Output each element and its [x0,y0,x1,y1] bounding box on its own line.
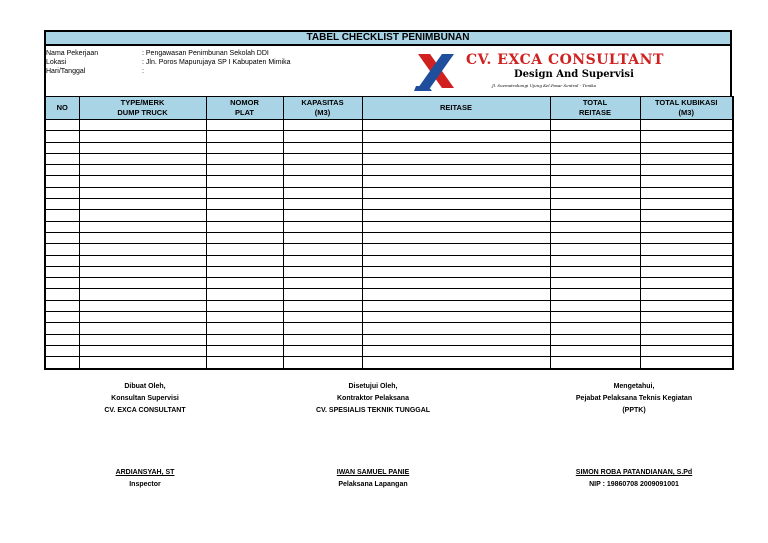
table-cell[interactable] [79,345,206,356]
table-cell[interactable] [640,244,733,255]
table-cell[interactable] [283,345,362,356]
table-cell[interactable] [45,187,79,198]
col-header-plate: NOMOR PLAT [206,97,283,120]
sig-role-line: Kontraktor Pelaksana [337,395,409,402]
table-cell[interactable] [206,300,283,311]
table-cell[interactable] [45,334,79,345]
sheet-title: TABEL CHECKLIST PENIMBUNAN [44,30,732,46]
sig-position: Inspector [129,481,161,488]
table-cell[interactable] [45,323,79,334]
table-cell[interactable] [45,289,79,300]
col-header-no: NO [45,97,79,120]
table-cell[interactable] [550,244,640,255]
table-cell[interactable] [283,278,362,289]
table-cell[interactable] [283,312,362,323]
table-cell[interactable] [45,357,79,369]
table-cell[interactable] [79,131,206,142]
col-header-type: TYPE/MERK DUMP TRUCK [79,97,206,120]
sig-role-line: Pejabat Pelaksana Teknis Kegiatan [575,395,693,402]
table-cell[interactable] [206,244,283,255]
table-cell[interactable] [283,165,362,176]
table-row [45,300,733,311]
table-cell[interactable] [283,153,362,164]
table-cell[interactable] [79,165,206,176]
table-row [45,131,733,142]
table-cell[interactable] [362,176,550,187]
table-cell[interactable] [45,199,79,210]
table-cell[interactable] [45,345,79,356]
table-cell[interactable] [362,300,550,311]
table-cell[interactable] [283,176,362,187]
table-cell[interactable] [206,266,283,277]
table-cell[interactable] [45,176,79,187]
table-cell[interactable] [206,120,283,131]
table-row [45,334,733,345]
table-cell[interactable] [640,345,733,356]
table-cell[interactable] [79,187,206,198]
table-cell[interactable] [640,131,733,142]
x-mark-icon [414,50,458,92]
sig-name: ARDIANSYAH, ST [115,469,175,476]
table-cell[interactable] [640,199,733,210]
table-cell[interactable] [550,210,640,221]
table-cell[interactable] [206,153,283,164]
table-cell[interactable] [283,357,362,369]
sig-role-line: Konsultan Supervisi [111,395,179,402]
table-cell[interactable] [640,312,733,323]
sig-heading: Mengetahui, [613,383,655,390]
table-cell[interactable] [640,255,733,266]
table-cell[interactable] [550,120,640,131]
table-row [45,345,733,356]
table-cell[interactable] [550,289,640,300]
table-cell[interactable] [283,120,362,131]
sig-heading: Dibuat Oleh, [124,383,166,390]
table-cell[interactable] [45,210,79,221]
table-cell[interactable] [640,334,733,345]
table-cell[interactable] [362,334,550,345]
table-row [45,312,733,323]
table-cell[interactable] [362,323,550,334]
table-cell[interactable] [550,131,640,142]
table-cell[interactable] [45,120,79,131]
info-row-date [46,67,144,76]
table-cell[interactable] [79,300,206,311]
table-cell[interactable] [206,289,283,300]
info-label: Lokasi [46,59,67,66]
table-cell[interactable] [550,142,640,153]
table-cell[interactable] [640,165,733,176]
table-cell[interactable] [640,323,733,334]
table-cell[interactable] [206,312,283,323]
table-cell[interactable] [550,323,640,334]
table-cell[interactable] [640,187,733,198]
table-cell[interactable] [362,221,550,232]
sig-company: CV. EXCA CONSULTANT [104,407,186,414]
table-cell[interactable] [550,357,640,369]
signature-middle [273,381,473,491]
table-cell[interactable] [79,120,206,131]
table-cell[interactable] [45,221,79,232]
table-row [45,255,733,266]
table-cell[interactable] [206,199,283,210]
table-cell[interactable] [45,153,79,164]
table-cell[interactable] [550,165,640,176]
table-cell[interactable] [79,176,206,187]
table-cell[interactable] [362,345,550,356]
table-cell[interactable] [362,312,550,323]
table-row [45,187,733,198]
table-cell[interactable] [206,131,283,142]
table-cell[interactable] [362,289,550,300]
col-header-total-reitase: TOTAL REITASE [550,97,640,120]
table-cell[interactable] [206,221,283,232]
table-row [45,142,733,153]
table-cell[interactable] [79,323,206,334]
table-row [45,176,733,187]
table-cell[interactable] [79,357,206,369]
table-cell[interactable] [550,221,640,232]
table-cell[interactable] [79,334,206,345]
table-cell[interactable] [79,232,206,243]
table-row [45,323,733,334]
table-cell[interactable] [283,221,362,232]
table-row [45,278,733,289]
sig-company: (PPTK) [622,407,646,414]
sig-position: Pelaksana Lapangan [338,481,408,488]
table-cell[interactable] [45,278,79,289]
logo-brand: CV. EXCA CONSULTANT [466,52,664,68]
table-cell[interactable] [79,210,206,221]
table-cell[interactable] [550,232,640,243]
table-cell[interactable] [362,187,550,198]
table-cell[interactable] [79,142,206,153]
signature-left [45,381,245,491]
info-row-job [46,49,269,58]
table-cell[interactable] [283,300,362,311]
table-row [45,289,733,300]
sig-company: CV. SPESIALIS TEKNIK TUNGGAL [315,407,431,414]
table-cell[interactable] [45,131,79,142]
table-cell[interactable] [362,131,550,142]
table-cell[interactable] [206,187,283,198]
table-row [45,232,733,243]
table-cell[interactable] [640,176,733,187]
table-cell[interactable] [640,120,733,131]
table-cell[interactable] [45,165,79,176]
table-row [45,244,733,255]
table-row [45,153,733,164]
table-cell[interactable] [362,165,550,176]
table-cell[interactable] [79,289,206,300]
table-cell[interactable] [362,120,550,131]
table-row [45,165,733,176]
table-cell[interactable] [79,266,206,277]
table-cell[interactable] [45,312,79,323]
table-cell[interactable] [283,142,362,153]
checklist-table [44,96,734,370]
sig-name: IWAN SAMUEL PANIE [336,469,410,476]
table-cell[interactable] [550,266,640,277]
sig-heading: Disetujui Oleh, [348,383,398,390]
table-row [45,210,733,221]
table-row [45,199,733,210]
table-cell[interactable] [79,153,206,164]
info-label: Nama Pekerjaan [46,50,99,57]
table-row [45,357,733,369]
table-cell[interactable] [550,300,640,311]
table-cell[interactable] [640,232,733,243]
table-cell[interactable] [640,300,733,311]
table-cell[interactable] [206,278,283,289]
table-cell[interactable] [79,221,206,232]
signature-right [534,381,734,491]
table-cell[interactable] [206,176,283,187]
table-cell[interactable] [640,142,733,153]
sig-name: SIMON ROBA PATANDIANAN, S.Pd [575,469,693,476]
table-cell[interactable] [206,334,283,345]
info-value: : Jln. Poros Mapurujaya SP I Kabupaten Mimika [142,59,291,66]
table-cell[interactable] [362,266,550,277]
table-cell[interactable] [550,345,640,356]
table-cell[interactable] [362,210,550,221]
table-cell[interactable] [362,357,550,369]
col-header-total-volume: TOTAL KUBIKASI (M3) [640,97,733,120]
table-cell[interactable] [283,334,362,345]
info-value: : [142,68,144,75]
table-row [45,221,733,232]
table-cell[interactable] [362,255,550,266]
table-cell[interactable] [362,153,550,164]
info-value: : Pengawasan Penimbunan Sekolah DDI [142,50,269,57]
table-header-row [45,97,733,120]
company-logo [414,50,714,92]
table-cell[interactable] [79,312,206,323]
table-cell[interactable] [362,199,550,210]
table-row [45,266,733,277]
table-cell[interactable] [550,199,640,210]
table-cell[interactable] [45,266,79,277]
table-cell[interactable] [45,232,79,243]
table-cell[interactable] [550,334,640,345]
table-cell[interactable] [283,289,362,300]
table-cell[interactable] [640,289,733,300]
table-cell[interactable] [283,199,362,210]
table-cell[interactable] [206,232,283,243]
info-row-location [46,58,291,67]
col-header-capacity: KAPASITAS (M3) [283,97,362,120]
table-cell[interactable] [283,255,362,266]
col-header-reitase: REITASE [362,97,550,120]
table-cell[interactable] [362,142,550,153]
table-cell[interactable] [206,210,283,221]
table-cell[interactable] [45,244,79,255]
table-cell[interactable] [640,278,733,289]
table-cell[interactable] [206,255,283,266]
logo-tagline: Design And Supervisi [514,69,634,80]
table-cell[interactable] [283,323,362,334]
table-cell[interactable] [283,187,362,198]
table-cell[interactable] [45,142,79,153]
table-cell[interactable] [45,300,79,311]
checklist-sheet [44,30,732,370]
table-cell[interactable] [206,142,283,153]
table-cell[interactable] [283,131,362,142]
table-cell[interactable] [79,244,206,255]
table-cell[interactable] [79,278,206,289]
table-cell[interactable] [550,278,640,289]
table-row [45,120,733,131]
table-cell[interactable] [283,210,362,221]
table-cell[interactable] [550,176,640,187]
table-cell[interactable] [283,232,362,243]
sig-position: NIP : 19860708 2009091001 [589,481,679,488]
table-cell[interactable] [283,266,362,277]
table-cell[interactable] [79,255,206,266]
table-cell[interactable] [79,199,206,210]
table-cell[interactable] [640,357,733,369]
table-cell[interactable] [640,266,733,277]
table-cell[interactable] [550,255,640,266]
table-cell[interactable] [362,232,550,243]
table-cell[interactable] [550,187,640,198]
logo-address: Jl. Soematrokongi Ujung Kel.Pasar Sentral - Timika [492,83,597,88]
info-section [44,46,732,96]
table-cell[interactable] [206,323,283,334]
table-cell[interactable] [640,153,733,164]
table-cell[interactable] [362,278,550,289]
table-cell[interactable] [206,165,283,176]
table-cell[interactable] [550,153,640,164]
table-cell[interactable] [362,244,550,255]
table-cell[interactable] [640,210,733,221]
table-cell[interactable] [550,312,640,323]
table-body [45,120,733,369]
table-cell[interactable] [640,221,733,232]
table-cell[interactable] [45,255,79,266]
info-label: Hari/Tanggal [46,68,86,75]
table-cell[interactable] [206,345,283,356]
table-cell[interactable] [206,357,283,369]
table-cell[interactable] [283,244,362,255]
